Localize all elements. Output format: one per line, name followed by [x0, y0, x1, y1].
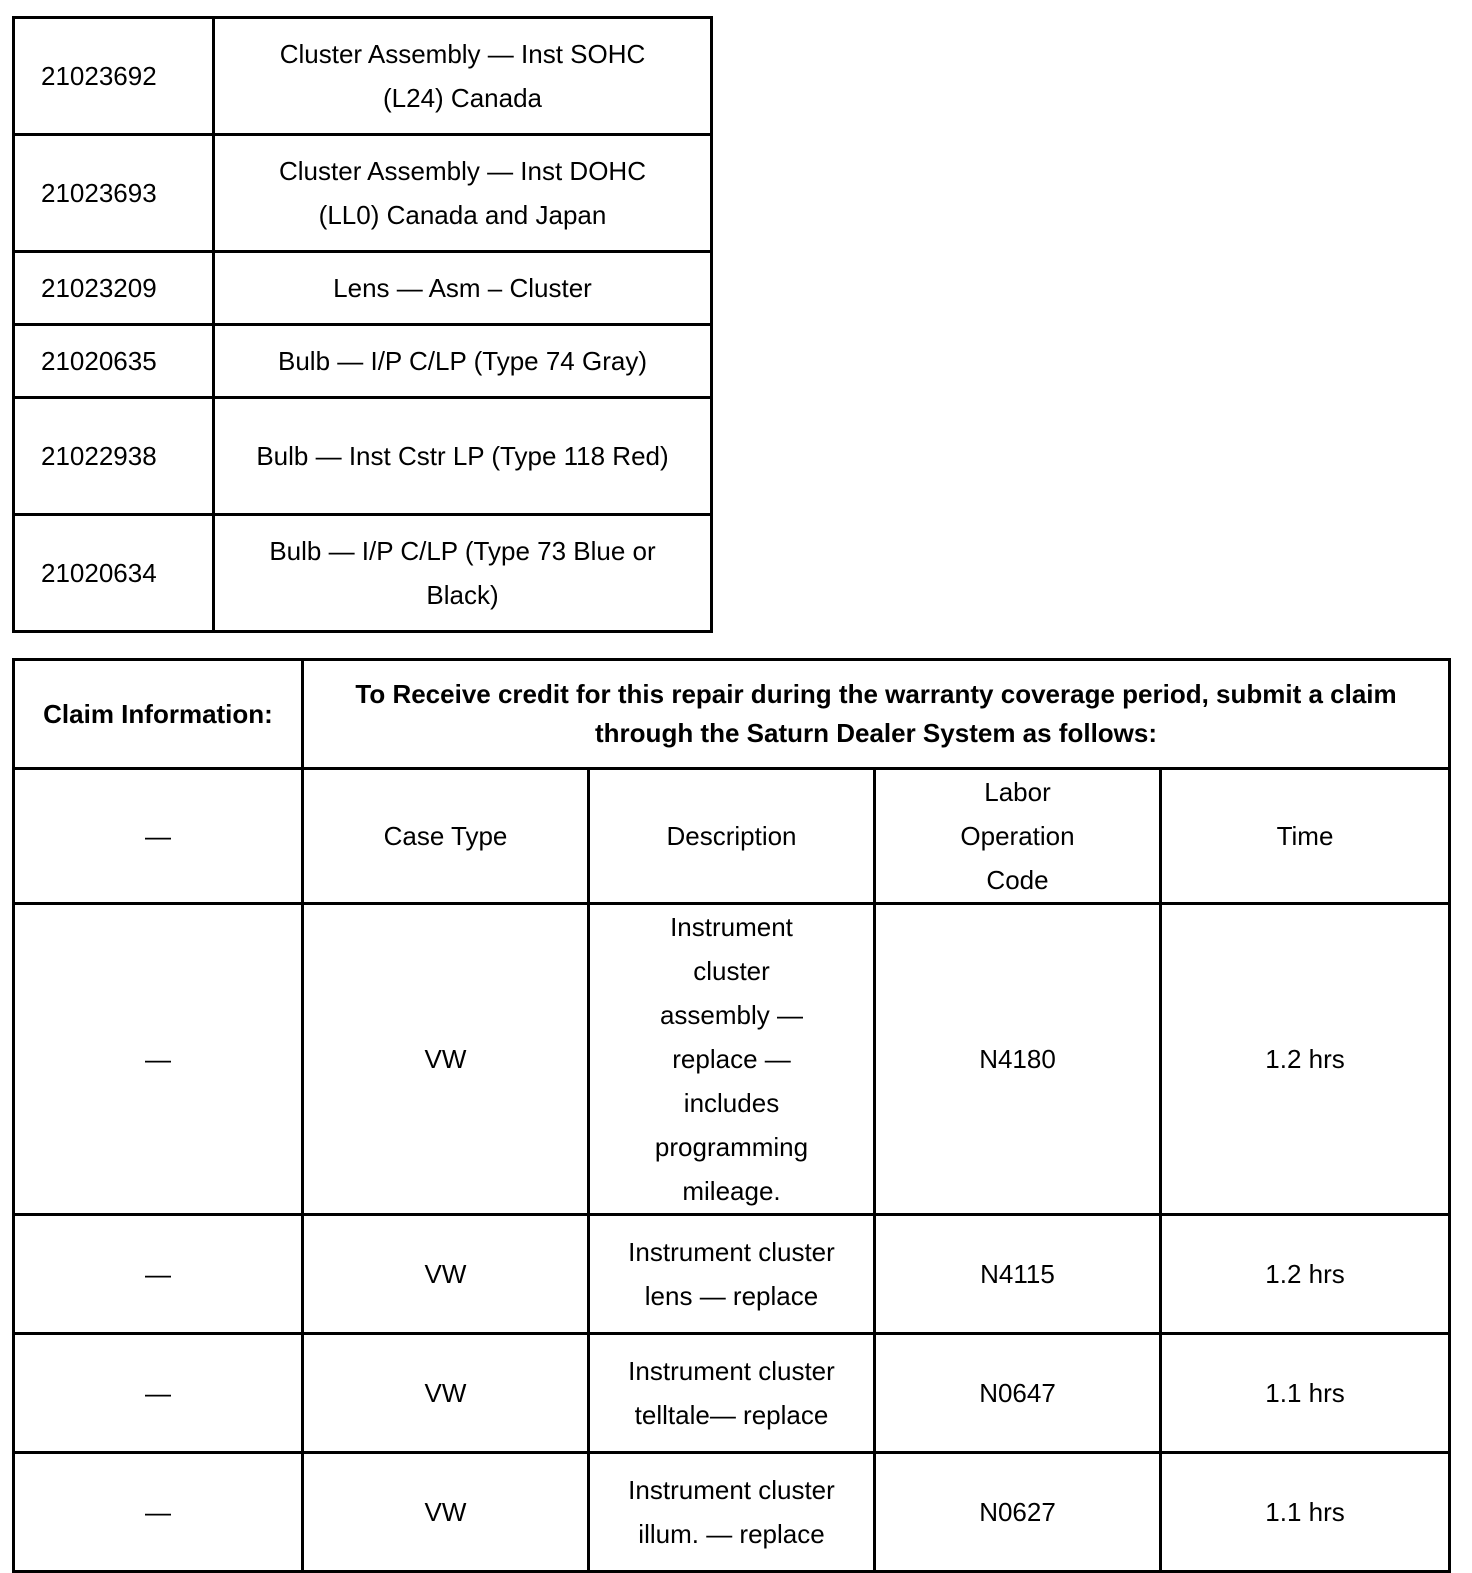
time-cell: 1.1 hrs [1161, 1453, 1450, 1572]
table-row [14, 135, 712, 252]
table-row [14, 1215, 1450, 1334]
column-header-description: Description [589, 769, 875, 904]
claim-header-row [14, 660, 1450, 769]
row-blank: — [14, 904, 303, 1215]
part-description: Cluster Assembly — Inst DOHC (LL0) Canada and Japan [214, 135, 712, 252]
column-header-row [14, 769, 1450, 904]
part-number: 21023209 [14, 252, 214, 325]
part-number: 21020634 [14, 515, 214, 632]
column-header-labor-code: Labor Operation Code [875, 769, 1161, 904]
column-header-time: Time [1161, 769, 1450, 904]
time-cell: 1.2 hrs [1161, 1215, 1450, 1334]
table-row [14, 1334, 1450, 1453]
time-cell: 1.2 hrs [1161, 904, 1450, 1215]
part-description: Bulb — Inst Cstr LP (Type 118 Red) [214, 398, 712, 515]
column-header-blank: — [14, 769, 303, 904]
labor-code-cell: N4115 [875, 1215, 1161, 1334]
table-row [14, 904, 1450, 1215]
part-number: 21022938 [14, 398, 214, 515]
table-row [14, 398, 712, 515]
part-number: 21023692 [14, 18, 214, 135]
case-type-cell: VW [303, 1215, 589, 1334]
time-cell: 1.1 hrs [1161, 1334, 1450, 1453]
row-blank: — [14, 1215, 303, 1334]
part-description: Bulb — I/P C/LP (Type 73 Blue or Black) [214, 515, 712, 632]
part-description: Cluster Assembly — Inst SOHC (L24) Canada [214, 18, 712, 135]
row-blank: — [14, 1453, 303, 1572]
labor-code-cell: N4180 [875, 904, 1161, 1215]
case-type-cell: VW [303, 1453, 589, 1572]
description-cell: Instrument cluster illum. — replace [589, 1453, 875, 1572]
description-cell: Instrument cluster telltale— replace [589, 1334, 875, 1453]
part-description: Lens — Asm – Cluster [214, 252, 712, 325]
labor-code-cell: N0647 [875, 1334, 1161, 1453]
column-header-case-type: Case Type [303, 769, 589, 904]
claim-instruction: To Receive credit for this repair during the warranty coverage period, submit a claim through the Saturn Dealer System as follows: [303, 660, 1450, 769]
table-row [14, 1453, 1450, 1572]
part-number: 21023693 [14, 135, 214, 252]
row-blank: — [14, 1334, 303, 1453]
table-row [14, 252, 712, 325]
case-type-cell: VW [303, 904, 589, 1215]
claim-label: Claim Information: [14, 660, 303, 769]
parts-table [12, 16, 713, 633]
claim-table [12, 658, 1451, 1573]
table-row [14, 18, 712, 135]
table-row [14, 325, 712, 398]
case-type-cell: VW [303, 1334, 589, 1453]
description-cell: Instrument cluster lens — replace [589, 1215, 875, 1334]
labor-code-cell: N0627 [875, 1453, 1161, 1572]
description-cell: Instrument cluster assembly — replace — includes programming mileage. [589, 904, 875, 1215]
table-row [14, 515, 712, 632]
part-description: Bulb — I/P C/LP (Type 74 Gray) [214, 325, 712, 398]
part-number: 21020635 [14, 325, 214, 398]
